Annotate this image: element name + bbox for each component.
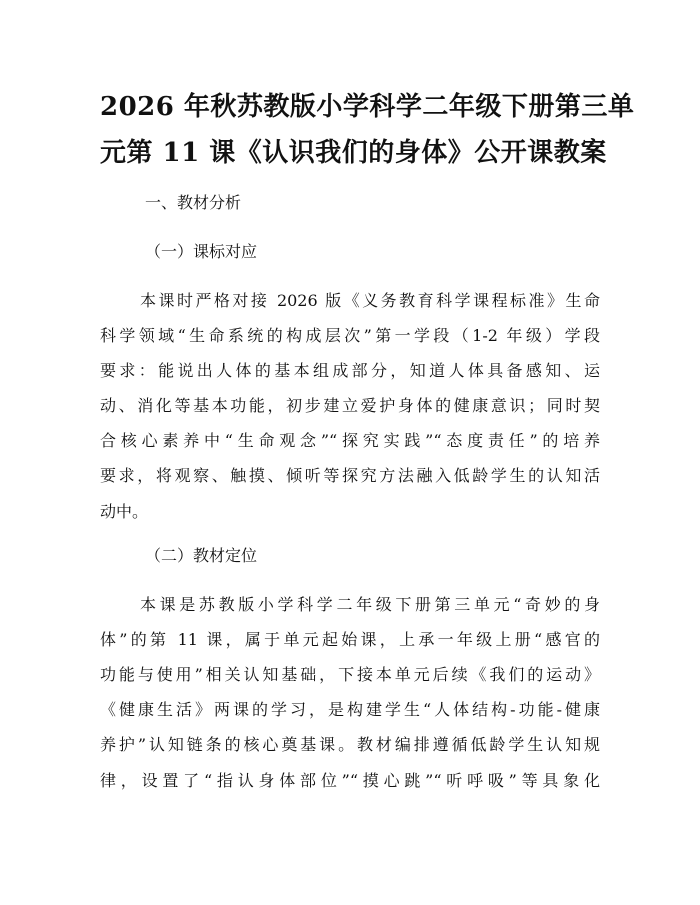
paragraph-1-line-2: 科学领域“生命系统的构成层次”第一学段（1-2 年级）学段 bbox=[100, 326, 600, 345]
section-heading-textbook-analysis: 一、教材分析 bbox=[145, 193, 242, 212]
paragraph-2-line-6: 律，设置了“指认身体部位”“摸心跳”“听呼吸”等具象化 bbox=[100, 771, 600, 790]
paragraph-1-line-1: 本课时严格对接 2026 版《义务教育科学课程标准》生命 bbox=[140, 291, 600, 310]
document-title-line-1: 2026 年秋苏教版小学科学二年级下册第三单 bbox=[100, 92, 635, 122]
paragraph-2-line-4: 《健康生活》两课的学习，是构建学生“人体结构-功能-健康 bbox=[100, 700, 600, 719]
paragraph-2-line-3: 功能与使用”相关认知基础，下接本单元后续《我们的运动》 bbox=[100, 665, 600, 684]
subsection-heading-textbook-position: （二）教材定位 bbox=[145, 546, 258, 565]
paragraph-1-line-6: 要求，将观察、触摸、倾听等探究方法融入低龄学生的认知活 bbox=[100, 466, 600, 485]
paragraph-1-line-7: 动中。 bbox=[100, 502, 149, 521]
document-title-line-2: 元第 11 课《认识我们的身体》公开课教案 bbox=[100, 138, 607, 168]
paragraph-1-line-4: 动、消化等基本功能，初步建立爱护身体的健康意识；同时契 bbox=[100, 396, 600, 415]
paragraph-1-line-3: 要求：能说出人体的基本组成部分，知道人体具备感知、运 bbox=[100, 361, 600, 380]
subsection-heading-curriculum-standard: （一）课标对应 bbox=[145, 242, 258, 261]
paragraph-2-line-1: 本课是苏教版小学科学二年级下册第三单元“奇妙的身 bbox=[140, 595, 600, 614]
paragraph-1-line-5: 合核心素养中“生命观念”“探究实践”“态度责任”的培养 bbox=[100, 431, 600, 450]
paragraph-2-line-5: 养护”认知链条的核心奠基课。教材编排遵循低龄学生认知规 bbox=[100, 735, 600, 754]
paragraph-2-line-2: 体”的第 11 课，属于单元起始课，上承一年级上册“感官的 bbox=[100, 630, 600, 649]
